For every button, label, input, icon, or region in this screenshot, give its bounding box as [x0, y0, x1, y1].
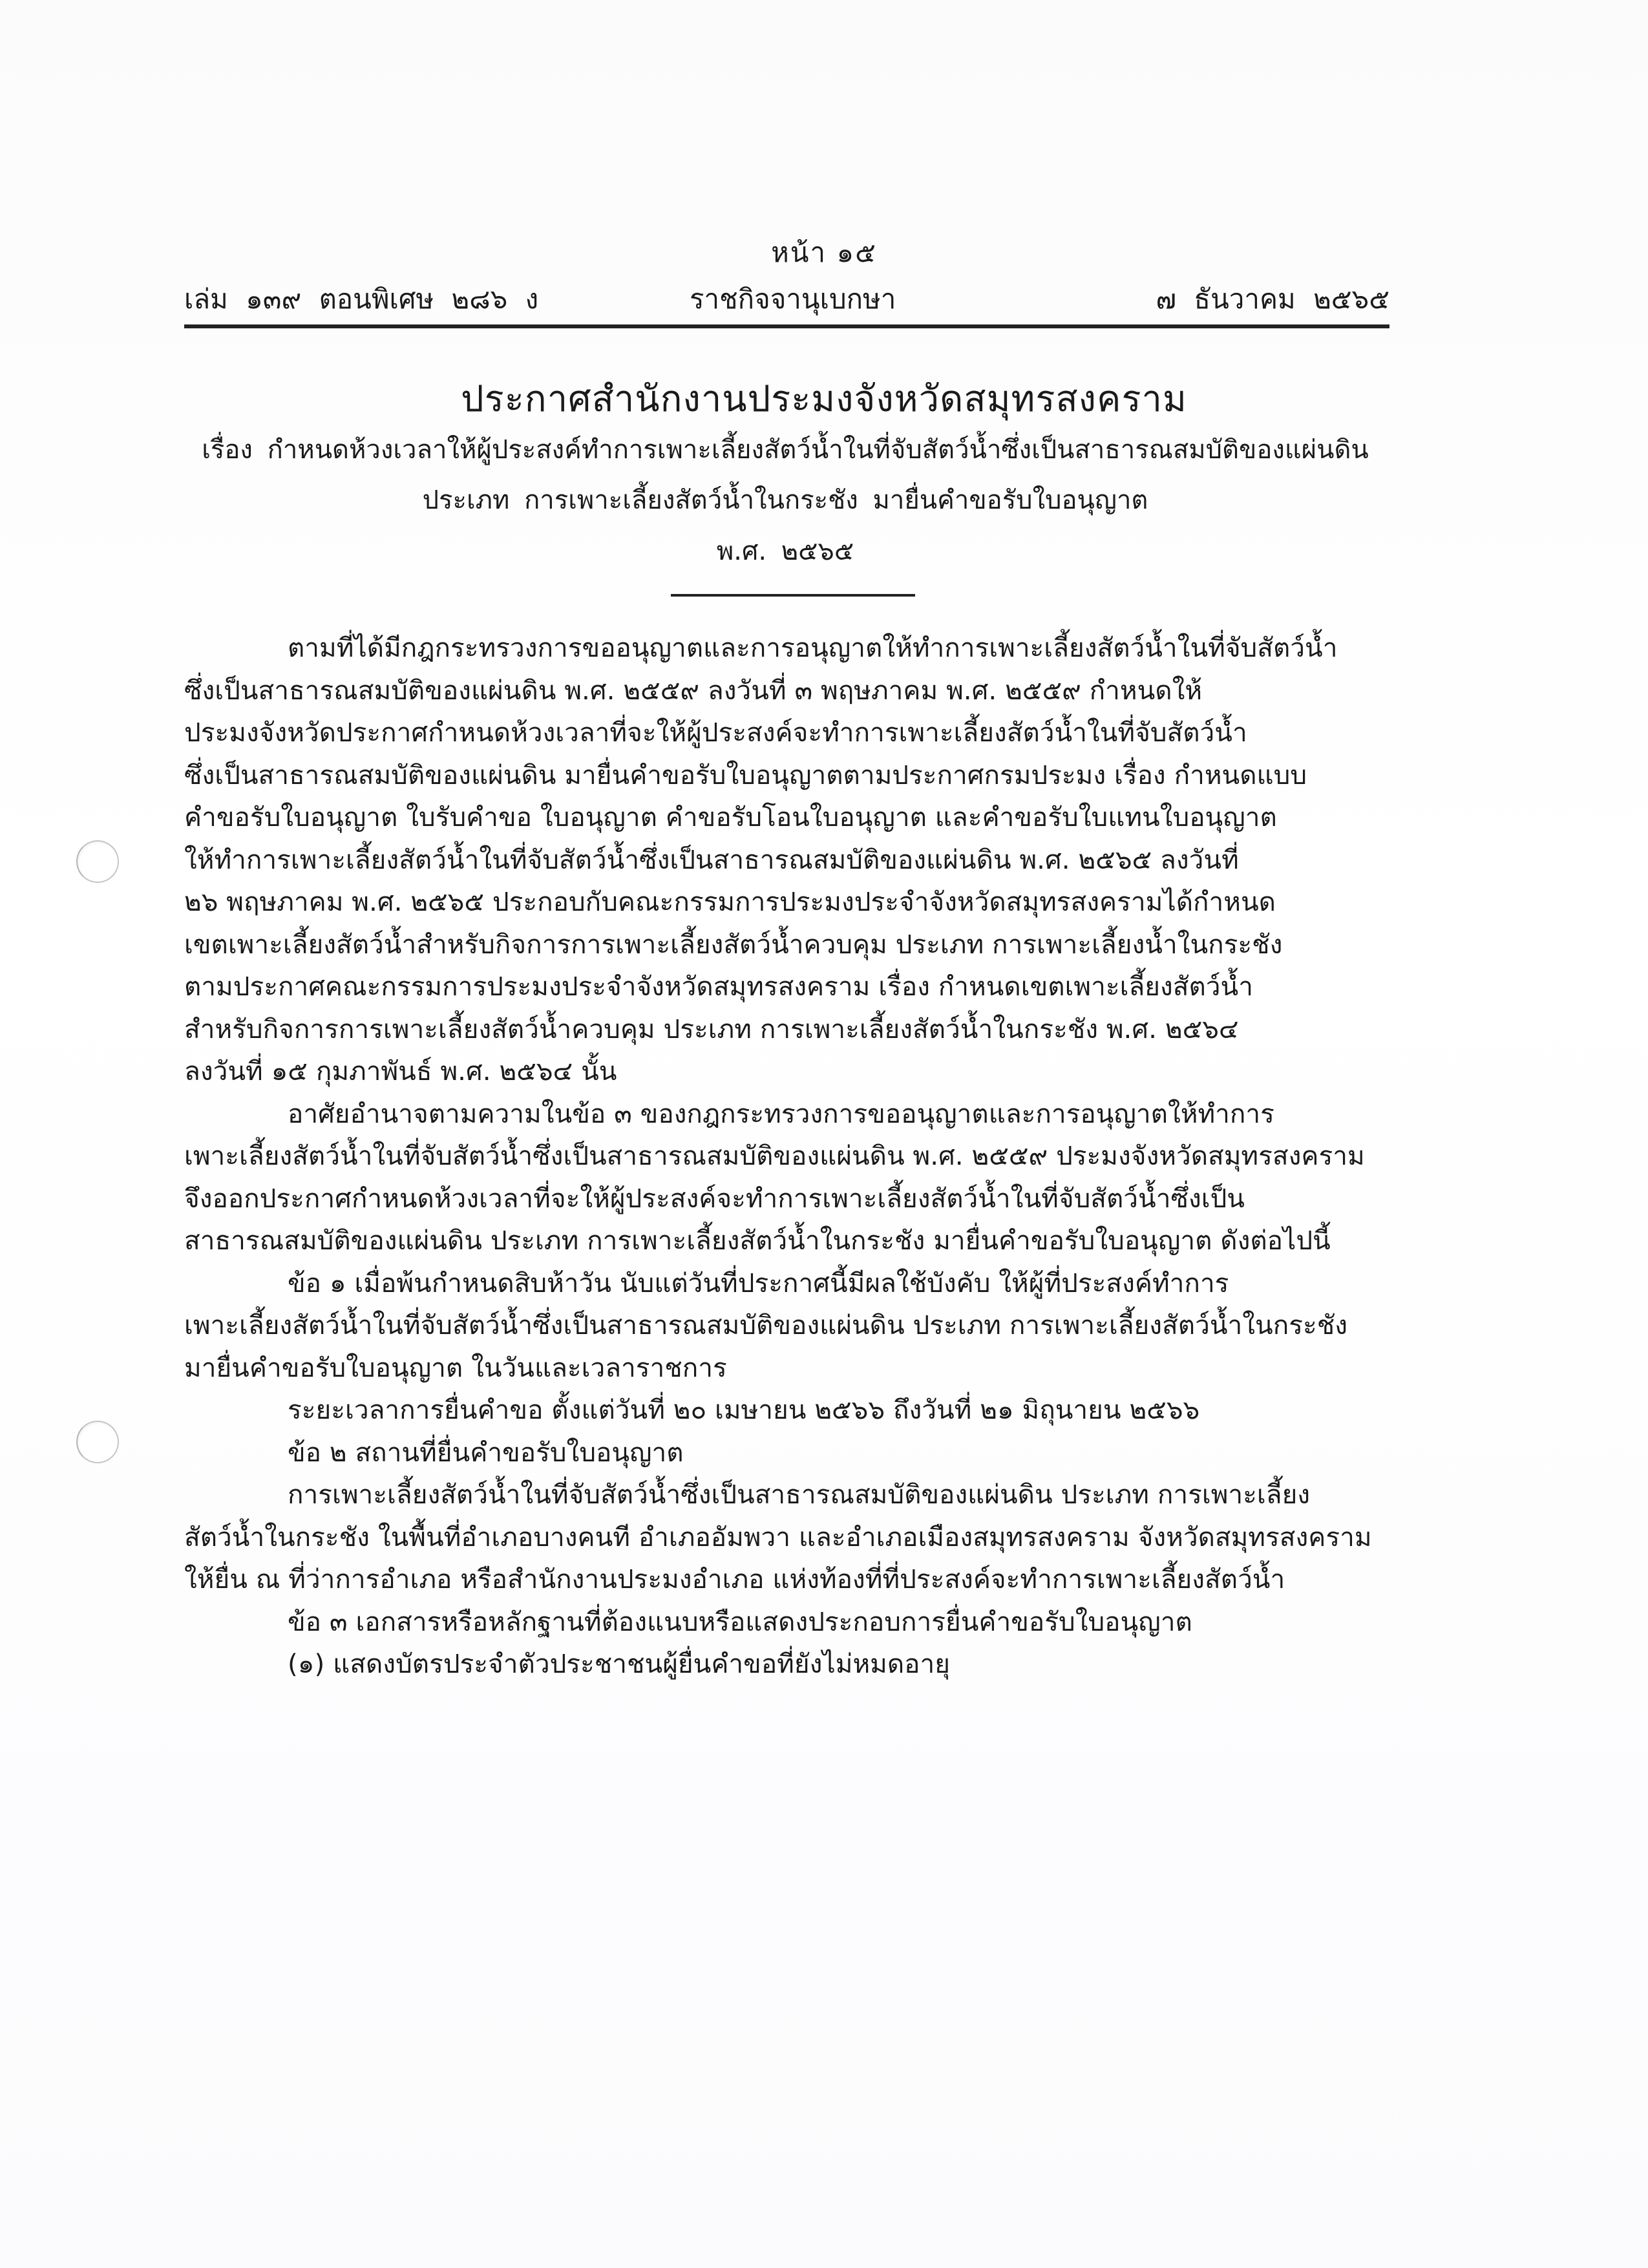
- clause-1: [184, 1262, 1389, 1390]
- volume-issue: เล่ม ๑๓๙ ตอนพิเศษ ๒๘๖ ง: [184, 283, 539, 315]
- text-line: ตามที่ได้มีกฎกระทรวงการขออนุญาตและการอนุญาตให้ทำการเพาะเลี้ยงสัตว์น้ำในที่จับสัตว์น้ำ: [288, 632, 1338, 663]
- filing-period: ระยะเวลาการยื่นคำขอ ตั้งแต่วันที่ ๒๐ เมษายน ๒๕๖๖ ถึงวันที่ ๒๑ มิถุนายน ๒๕๖๖: [288, 1394, 1200, 1425]
- text-line: สำหรับกิจการการเพาะเลี้ยงสัตว์น้ำควบคุม ประเภท การเพาะเลี้ยงสัตว์น้ำในกระชัง พ.ศ. ๒๕๖๔: [184, 1013, 1239, 1044]
- text-line: เขตเพาะเลี้ยงสัตว์น้ำสำหรับกิจการการเพาะเลี้ยงสัตว์น้ำควบคุม ประเภท การเพาะเลี้ยงน้ำในกระชัง: [184, 928, 1283, 960]
- text-line: สัตว์น้ำในกระชัง ในพื้นที่อำเภอบางคนที อำเภออัมพวา และอำเภอเมืองสมุทรสงคราม จังหวัดสมุทรสงคราม: [184, 1521, 1372, 1553]
- text-line: ประมงจังหวัดประกาศกำหนดห้วงเวลาที่จะให้ผู้ประสงค์จะทำการเพาะเลี้ยงสัตว์น้ำในที่จับสัตว์น้ำ: [184, 717, 1247, 748]
- text-line: ลงวันที่ ๑๕ กุมภาพันธ์ พ.ศ. ๒๕๖๔ นั้น: [184, 1055, 617, 1086]
- text-line: ๒๖ พฤษภาคม พ.ศ. ๒๕๖๕ ประกอบกับคณะกรรมการประมงประจำจังหวัดสมุทรสงครามได้กำหนด: [184, 886, 1276, 917]
- text-line: ให้ยื่น ณ ที่ว่าการอำเภอ หรือสำนักงานประมงอำเภอ แห่งท้องที่ที่ประสงค์จะทำการเพาะเลี้ยงสัตว์น้ำ: [184, 1563, 1285, 1595]
- paragraph-preamble: [184, 627, 1389, 1093]
- text-line: ให้ทำการเพาะเลี้ยงสัตว์น้ำในที่จับสัตว์น้ำซึ่งเป็นสาธารณสมบัติของแผ่นดิน พ.ศ. ๒๕๖๕ ลงวันที่: [184, 843, 1239, 875]
- text-line: อาศัยอำนาจตามความในข้อ ๓ ของกฎกระทรวงการขออนุญาตและการอนุญาตให้ทำการ: [288, 1097, 1274, 1129]
- title-divider: [671, 594, 915, 597]
- text-line: เพาะเลี้ยงสัตว์น้ำในที่จับสัตว์น้ำซึ่งเป็นสาธารณสมบัติของแผ่นดิน พ.ศ. ๒๕๕๙ ประมงจังหวัดสมุทรสงคราม: [184, 1140, 1365, 1171]
- announcement-year: พ.ศ. ๒๕๖๕: [716, 536, 854, 566]
- punch-hole-top: [76, 840, 119, 883]
- announcement-body: [184, 627, 1389, 1686]
- text-line: จึงออกประกาศกำหนดห้วงเวลาที่จะให้ผู้ประสงค์จะทำการเพาะเลี้ยงสัตว์น้ำในที่จับสัตว์น้ำซึ่งเป็น: [184, 1182, 1245, 1214]
- publication-date: ๗ ธันวาคม ๒๕๖๕: [1156, 283, 1389, 315]
- clause-3-heading: ข้อ ๓ เอกสารหรือหลักฐานที่ต้องแนบหรือแสดงประกอบการยื่นคำขอรับใบอนุญาต: [288, 1606, 1192, 1637]
- page-number: หน้า ๑๕: [771, 237, 877, 268]
- text-line: ซึ่งเป็นสาธารณสมบัติของแผ่นดิน พ.ศ. ๒๕๕๙ ลงวันที่ ๓ พฤษภาคม พ.ศ. ๒๕๕๙ กำหนดให้: [184, 674, 1203, 706]
- clause-2-heading: ข้อ ๒ สถานที่ยื่นคำขอรับใบอนุญาต: [288, 1436, 684, 1468]
- text-line: การเพาะเลี้ยงสัตว์น้ำในที่จับสัตว์น้ำซึ่งเป็นสาธารณสมบัติของแผ่นดิน ประเภท การเพาะเลี้ยง: [288, 1479, 1311, 1510]
- text-line: คำขอรับใบอนุญาต ใบรับคำขอ ใบอนุญาต คำขอรับโอนใบอนุญาต และคำขอรับใบแทนใบอนุญาต: [184, 801, 1277, 832]
- gazette-header: [184, 278, 1389, 317]
- subject-line-2: ประเภท การเพาะเลี้ยงสัตว์น้ำในกระชัง มายื่นคำขอรับใบอนุญาต: [422, 485, 1148, 515]
- gazette-name: ราชกิจจานุเบกษา: [690, 283, 896, 315]
- paragraph-authority: [184, 1093, 1389, 1262]
- text-line: ข้อ ๑ เมื่อพ้นกำหนดสิบห้าวัน นับแต่วันที่ประกาศนี้มีผลใช้บังคับ ให้ผู้ที่ประสงค์ทำการ: [288, 1267, 1229, 1298]
- text-line: ซึ่งเป็นสาธารณสมบัติของแผ่นดิน มายื่นคำขอรับใบอนุญาตตามประกาศกรมประมง เรื่อง กำหนดแบบ: [184, 759, 1307, 790]
- punch-hole-bottom: [76, 1421, 119, 1463]
- text-line: เพาะเลี้ยงสัตว์น้ำในที่จับสัตว์น้ำซึ่งเป็นสาธารณสมบัติของแผ่นดิน ประเภท การเพาะเลี้ยงสัตว์น้ำในกระชัง: [184, 1309, 1347, 1341]
- text-line: ตามประกาศคณะกรรมการประมงประจำจังหวัดสมุทรสงคราม เรื่อง กำหนดเขตเพาะเลี้ยงสัตว์น้ำ: [184, 971, 1253, 1002]
- subject-line-1: เรื่อง กำหนดห้วงเวลาให้ผู้ประสงค์ทำการเพาะเลี้ยงสัตว์น้ำในที่จับสัตว์น้ำซึ่งเป็นสาธารณสมบัติของแผ่นดิน: [202, 435, 1369, 465]
- clause-3-item-1: (๑) แสดงบัตรประจำตัวประชาชนผู้ยื่นคำขอที่ยังไม่หมดอายุ: [288, 1648, 950, 1679]
- text-line: สาธารณสมบัติของแผ่นดิน ประเภท การเพาะเลี้ยงสัตว์น้ำในกระชัง มายื่นคำขอรับใบอนุญาต ดังต่อไปนี้: [184, 1225, 1331, 1256]
- text-line: มายื่นคำขอรับใบอนุญาต ในวันและเวลาราชการ: [184, 1351, 727, 1383]
- header-divider: [184, 324, 1389, 328]
- announcement-title: ประกาศสำนักงานประมงจังหวัดสมุทรสงคราม: [461, 378, 1187, 420]
- clause-2: [184, 1474, 1389, 1601]
